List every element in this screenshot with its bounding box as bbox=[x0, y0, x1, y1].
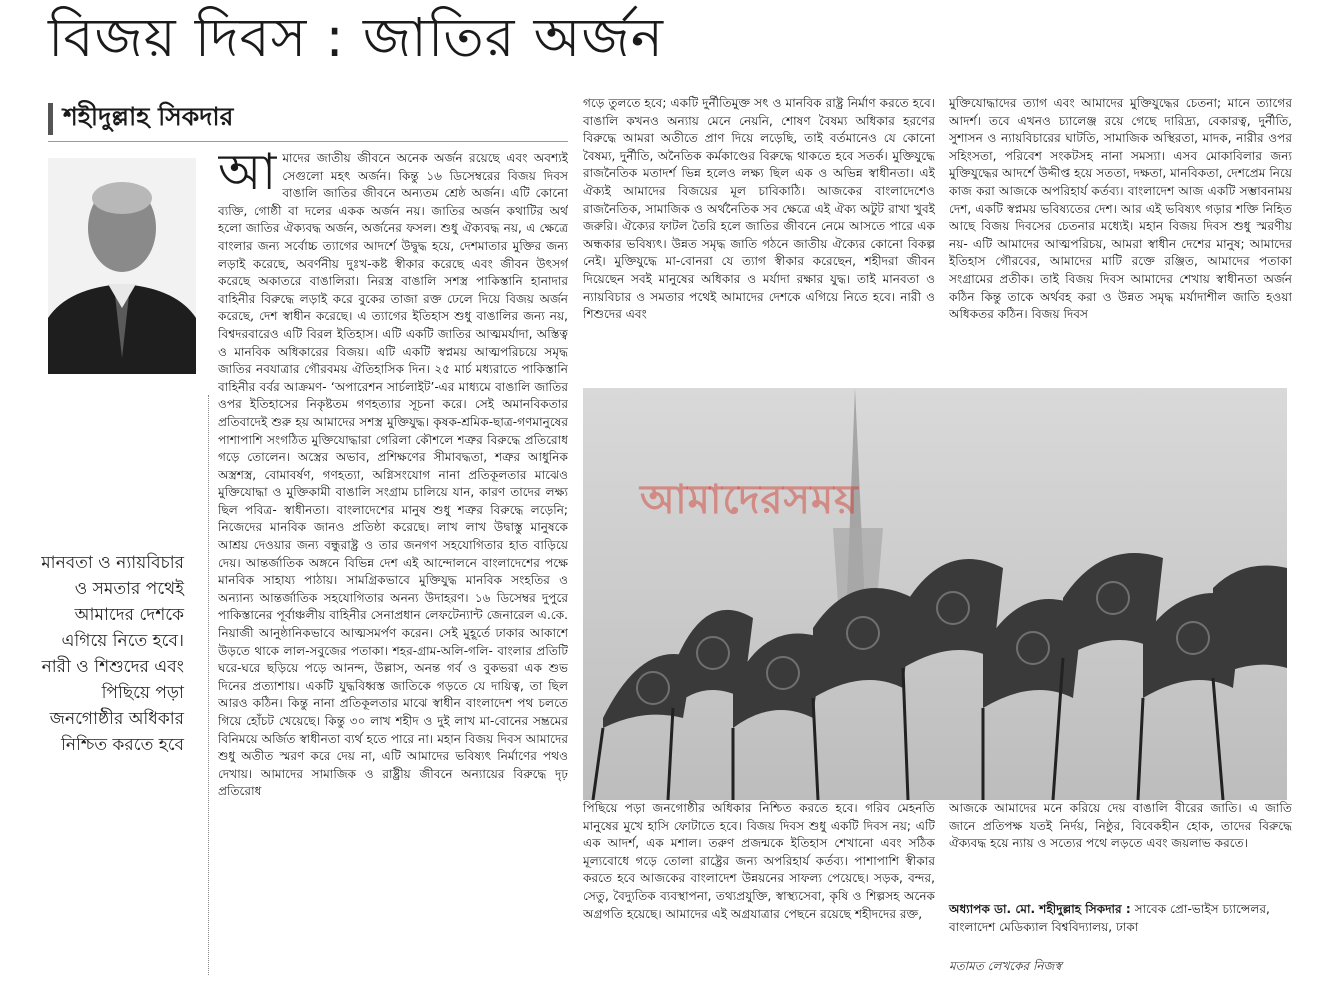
author-photo bbox=[48, 158, 196, 374]
article-column-2 bbox=[583, 95, 935, 380]
column-5-text: আজকে আমাদের মনে করিয়ে দেয় বাঙালি বীরের জাতি। এ জাতি জানে প্রতিপক্ষ যতই নির্দয়, নিষ্ঠুর, বিবেকহীন হোক, তাদের বিরুদ্ধে ঐক্যবদ্ধ হয়ে ন্যায় ও সত্যের পথে লড়তে এবং জয়লাভ করতে। bbox=[949, 801, 1292, 851]
author-bio bbox=[949, 900, 1292, 936]
news-photo bbox=[583, 388, 1287, 800]
portrait-image bbox=[48, 158, 196, 374]
byline bbox=[48, 97, 233, 140]
column-separator bbox=[208, 395, 209, 975]
disclaimer: মতামত লেখকের নিজস্ব bbox=[949, 959, 1062, 973]
column-4-text: পিছিয়ে পড়া জনগোষ্ঠীর অধিকার নিশ্চিত করতে হবে। গরিব মেহনতি মানুষের মুখে হাসি ফোটাতে হবে। বিজয় দিবস শুধু একটি দিবস নয়; এটি এক আদর্শ, এক মশাল। তরুণ প্রজন্মকে ইতিহাস শেখানো এবং সঠিক মূল্যবোধে গড়ে তোলা রাষ্ট্রের জন্য অপরিহার্য কর্তব্য। পাশাপাশি স্বীকার করতে হবে আজকের বাংলাদেশ উন্নয়নের সাফল্য পেয়েছে। সড়ক, বন্দর, সেতু, বৈদ্যুতিক ব্যবস্থাপনা, তথ্যপ্রযুক্তি, স্বাস্থ্যসেবা, কৃষি ও শিল্পসহ অনেক অগ্রগতি হয়েছে। আমাদের এই অগ্রযাত্রার পেছনে রয়েছে শহীদদের রক্ত, bbox=[583, 801, 935, 921]
author-name: শহীদুল্লাহ সিকদার bbox=[63, 102, 234, 131]
column-1-text: মাদের জাতীয় জীবনে অনেক অর্জন রয়েছে এবং অবশ্যই সেগুলো মহৎ অর্জন। কিন্তু ১৬ ডিসেম্বরের বিজয় দিবস বাঙালি জাতির জীবনে অন্যতম শ্রেষ্ঠ অর্জন। এটি কোনো ব্যক্তি, গোষ্ঠী বা দলের একক অর্জন নয়। জাতির অর্জন কথাটির অর্থ হলো জাতির ঐক্যবদ্ধ অর্জন, অর্জনের ফসল। শুধু ঐক্যবদ্ধ নয়, এ ক্ষেত্রে বাংলার জন্য সর্বোচ্চ ত্যাগের আদর্শে উদ্বুদ্ধ হয়ে, দেশমাতার মুক্তির জন্য লড়াই করেছে, অবর্ণনীয় দুঃখ-কষ্ট স্বীকার করেছে এবং জীবন উৎসর্গ করেছে অকাতরে বাঙালিরা। নিরস্ত্র বাঙালি সশস্ত্র পাকিস্তানি হানাদার বাহিনীর বিরুদ্ধে লড়াই করে বুকের তাজা রক্ত ঢেলে দিয়ে বিজয় অর্জন করেছে, দেশ স্বাধীন করেছে। এ ত্যাগের ইতিহাস শুধু বাঙালির জন্য নয়, বিশ্বদরবারেও এটি বিরল ইতিহাস। এটি একটি জাতির আত্মমর্যাদা, অস্তিত্ব ও মানবিক অধিকারের বিজয়। এটি একটি স্বপ্নময় আত্মপরিচয়ে সমৃদ্ধ জাতির নবযাত্রার গৌরবময় ঐতিহাসিক দিন। ২৫ মার্চ মধ্যরাতে পাকিস্তানি বাহিনীর বর্বর আক্রমণ- ‘অপারেশন সার্চলাইট’-এর মাধ্যমে বাঙালি জাতির ওপর ইতিহাসের নিকৃষ্টতম গণহত্যার সূচনা করে। সেই অমানবিকতার প্রতিবাদেই শুরু হয় আমাদের সশস্ত্র মুক্তিযুদ্ধ। কৃষক-শ্রমিক-ছাত্র-গণমানুষের পাশাপাশি সংগঠিত মুক্তিযোদ্ধারা গেরিলা কৌশলে শত্রুর বিরুদ্ধে প্রতিরোধ গড়ে তোলেন। অস্ত্রের অভাব, প্রশিক্ষণের সীমাবদ্ধতা, শত্রুর আধুনিক অস্ত্রশস্ত্র, বোমাবর্ষণ, গণহত্যা, অগ্নিসংযোগ নানা প্রতিকূলতার মাঝেও মুক্তিযোদ্ধা ও মুক্তিকামী বাঙালি সংগ্রাম চালিয়ে যান, কারণ তাদের লক্ষ্য ছিল পবিত্র- স্বাধীনতা। বাংলাদেশের মানুষ শুধু শত্রুর বিরুদ্ধে লড়েনি; নিজেদের মানবিক জানও প্রতিষ্ঠা করেছে। লাখ লাখ উদ্বাস্তু মানুষকে আশ্রয় দেওয়ার জন্য বন্ধুরাষ্ট্র ও তার জনগণ সহযোগিতার হাত বাড়িয়ে দেয়। আন্তর্জাতিক অঙ্গনে বিভিন্ন দেশ এই আন্দোলনে বাংলাদেশের পক্ষে মানবিক সাহায্য পাঠায়। সামগ্রিকভাবে মুক্তিযুদ্ধ মানবিক সংহতির ও অন্যান্য আন্তর্জাতিক সহযোগিতার অনন্য উদাহরণ। ১৬ ডিসেম্বর দুপুরে পাকিস্তানের পূর্বাঞ্চলীয় বাহিনীর সেনাপ্রধান লেফটেন্যান্ট জেনারেল এ.কে. নিয়াজী আনুষ্ঠানিকভাবে আত্মসমর্পণ করেন। সেই মুহূর্তে ঢাকার আকাশে উড়তে থাকে লাল-সবুজের পতাকা। শহর-গ্রাম-অলি-গলি- বাংলার প্রতিটি ঘরে-ঘরে ছড়িয়ে পড়ে আনন্দ, উল্লাস, অনন্ত গর্ব ও বুকভরা এক শুভ দিনের প্রত্যাশায়। একটি যুদ্ধবিধ্বস্ত জাতিকে গড়তে যে দায়িত্ব, তা ছিল আরও কঠিন। কিন্তু নানা প্রতিকূলতার মাঝে স্বাধীন বাংলাদেশ পথ চলতে গিয়ে হোঁচট খেয়েছে। কিন্তু ৩০ লাখ শহীদ ও দুই লাখ মা-বোনের সম্ভ্রমের বিনিময়ে অর্জিত স্বাধীনতা ব্যর্থ হতে পারে না। মহান বিজয় দিবস আমাদের শুধু অতীত স্মরণ করে দেয় না, এটি আমাদের ভবিষ্যৎ নির্মাণের পথও দেখায়। আমাদের সামাজিক ও রাষ্ট্রীয় জীবনে অন্যায়ের বিরুদ্ধে দৃঢ় প্রতিরোধ bbox=[218, 151, 568, 799]
bio-name: অধ্যাপক ডা. মো. শহীদুল্লাহ সিকদার : bbox=[949, 902, 1131, 916]
bio-text: সাবেক প্রো-ভাইস চ্যান্সেলর, বাংলাদেশ মেডিক্যাল বিশ্ববিদ্যালয়, ঢাকা bbox=[949, 902, 1270, 934]
flags-photo bbox=[583, 388, 1287, 800]
article-column-1 bbox=[218, 150, 568, 988]
column-2-text: গড়ে তুলতে হবে; একটি দুর্নীতিমুক্ত সৎ ও মানবিক রাষ্ট্র নির্মাণ করতে হবে। বাঙালি কখনও অন্যায় মেনে নেয়নি, শোষণ বৈষম্য অধিকার হরণের বিরুদ্ধে আমরা অতীতে প্রাণ দিয়ে লড়েছি, তাই বর্তমানেও যে কোনো বৈষম্য, দুর্নীতি, অনৈতিক কর্মকাণ্ডের বিরুদ্ধে থাকতে হবে সতর্ক। মুক্তিযুদ্ধে রাজনৈতিক মতাদর্শ ভিন্ন হলেও লক্ষ্য ছিল এক ও অভিন্ন স্বাধীনতা। এই ঐক্যই আমাদের বিজয়ের মূল চাবিকাঠি। আজকের বাংলাদেশেও রাজনৈতিক, সামাজিক ও অর্থনৈতিক সব ক্ষেত্রে এই ঐক্য অটুট রাখা খুবই জরুরি। ঐক্যের ফাটল তৈরি হলে জাতির জীবনে নেমে আসতে পারে এক অন্ধকার ভবিষ্যৎ। উন্নত সমৃদ্ধ জাতি গঠনে জাতীয় ঐক্যের কোনো বিকল্প নেই। মুক্তিযুদ্ধে মা-বোনরা যে ত্যাগ স্বীকার করেছেন, শহীদরা জীবন দিয়েছেন সবই মানুষের অধিকার ও মর্যাদা রক্ষার যুদ্ধ। তাই মানবতা ও ন্যায়বিচার ও সমতার পথেই আমাদের দেশকে এগিয়ে নিতে হবে। নারী ও শিশুদের এবং bbox=[583, 96, 935, 322]
column-3-text: মুক্তিযোদ্ধাদের ত্যাগ এবং আমাদের মুক্তিযুদ্ধের চেতনা; মানে ত্যাগের আদর্শ। তবে এখনও চ্যালেঞ্জ রয়ে গেছে দারিদ্র্য, বেকারত্ব, দুর্নীতি, সুশাসন ও ন্যায়বিচারের ঘাটতি, সামাজিক অস্থিরতা, মাদক, নারীর ওপর সহিংসতা, পরিবেশ সংকটসহ নানা সমস্যা। এসব মোকাবিলার জন্য মুক্তিযুদ্ধের আদর্শে উদ্দীপ্ত হয়ে সততা, দক্ষতা, মানবিকতা, দেশপ্রেম নিয়ে কাজ করা আজকে অপরিহার্য কর্তব্য। বাংলাদেশ আজ একটি সম্ভাবনাময় দেশ, একটি স্বপ্নময় ভবিষ্যতের দেশ। আর এই ভবিষ্যৎ গড়ার শক্তি নিহিত আছে বিজয় দিবসের চেতনার মধ্যেই। মহান বিজয় দিবস শুধু স্মরণীয় নয়- এটি আমাদের আত্মপরিচয়, আমরা স্বাধীন দেশের মানুষ; আমাদের ইতিহাস গৌরবের, আমাদের মাটি রক্তে রঞ্জিত, আমাদের পতাকা সংগ্রামের প্রতীক। তাই বিজয় দিবস আমাদের শেখায় স্বাধীনতা অর্জন কঠিন কিন্তু তাকে অর্থবহ করা ও উন্নত সমৃদ্ধ মর্যাদাশীল জাতি হওয়া অধিকতর কঠিন। বিজয় দিবস bbox=[949, 96, 1292, 322]
article-column-4 bbox=[583, 800, 935, 990]
headline: বিজয় দিবস : জাতির অর্জন bbox=[48, 6, 664, 69]
article-column-3 bbox=[949, 95, 1292, 380]
article-column-5 bbox=[949, 800, 1292, 895]
watermark: আমাদেরসময় bbox=[640, 477, 859, 523]
byline-bar bbox=[48, 103, 53, 135]
pull-quote: মানবতা ও ন্যায়বিচার ও সমতার পথেই আমাদের দেশকে এগিয়ে নিতে হবে। নারী ও শিশুদের এবং পিছিয়ে পড়া জনগোষ্ঠীর অধিকার নিশ্চিত করতে হবে bbox=[41, 553, 184, 755]
drop-cap: আ bbox=[218, 150, 277, 201]
byline-rule bbox=[48, 141, 568, 142]
